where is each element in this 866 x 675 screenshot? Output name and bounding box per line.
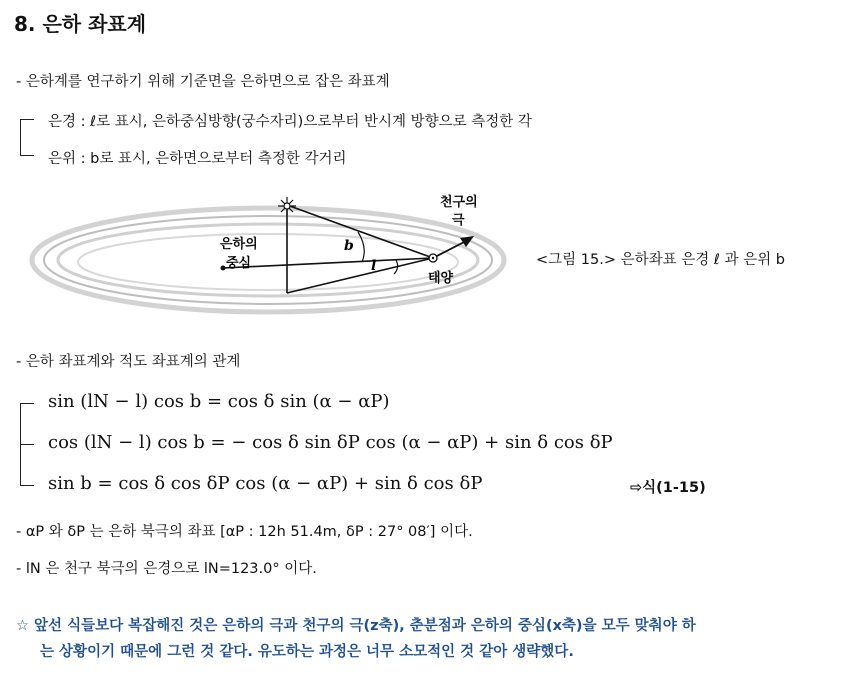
equation-2: cos (lN − l) cos b = − cos δ sin δP cos (α − αP) + sin δ cos δP bbox=[48, 432, 613, 453]
galactic-center-dot bbox=[221, 266, 226, 271]
pole-label-2: 극 bbox=[452, 213, 465, 228]
bracket-tick bbox=[20, 444, 34, 445]
equation-reference: ⇨식(1-15) bbox=[630, 480, 706, 496]
intro-text: - 은하계를 연구하기 위해 기준면을 은하면으로 잡은 좌표계 bbox=[16, 74, 390, 90]
definition-bracket bbox=[20, 119, 21, 155]
bracket-tick bbox=[20, 119, 34, 120]
definition-longitude: 은경 : ℓ로 표시, 은하중심방향(궁수자리)으로부터 반시계 방향으로 측정한 각 bbox=[48, 114, 532, 130]
center-label-1: 은하의 bbox=[220, 237, 258, 252]
bracket-tick bbox=[20, 155, 34, 156]
pole-label-1: 천구의 bbox=[440, 195, 478, 210]
note-line-2: 는 상황이기 때문에 그런 것 같다. 유도하는 과정은 너무 소모적인 것 같아 생략했다. bbox=[40, 644, 574, 660]
definition-latitude: 은위 : b로 표시, 은하면으로부터 측정한 각거리 bbox=[48, 151, 347, 167]
star-icon bbox=[278, 197, 296, 215]
relation-text: - 은하 좌표계와 적도 좌표계의 관계 bbox=[16, 354, 241, 370]
pole-coordinates-text: - αP 와 δP 는 은하 북극의 좌표 [αP : 12h 51.4m, δP : 27° 08′] 이다. bbox=[16, 524, 473, 540]
angle-b-label: b bbox=[344, 238, 354, 254]
center-label-2: 중심 bbox=[226, 256, 252, 271]
bracket-tick bbox=[20, 485, 34, 486]
page-title: 8. 은하 좌표계 bbox=[14, 12, 147, 36]
angle-l-label: l bbox=[371, 258, 377, 274]
equation-1: sin (lN − l) cos b = cos δ sin (α − αP) bbox=[48, 391, 390, 412]
north-pole-longitude-text: - lN 은 천구 북극의 은경으로 lN=123.0° 이다. bbox=[16, 561, 317, 577]
equation-3: sin b = cos δ cos δP cos (α − αP) + sin δ cos δP bbox=[48, 473, 483, 494]
galactic-coordinate-diagram bbox=[28, 190, 528, 330]
sun-label: 태양 bbox=[428, 271, 454, 286]
figure-caption: <그림 15.> 은하좌표 은경 ℓ 과 은위 b bbox=[536, 252, 785, 268]
bracket-tick bbox=[20, 403, 34, 404]
note-line-1: ☆ 앞선 식들보다 복잡해진 것은 은하의 극과 천구의 극(z축), 춘분점과 은하의 중심(x축)을 모두 맞춰야 하 bbox=[16, 618, 696, 634]
